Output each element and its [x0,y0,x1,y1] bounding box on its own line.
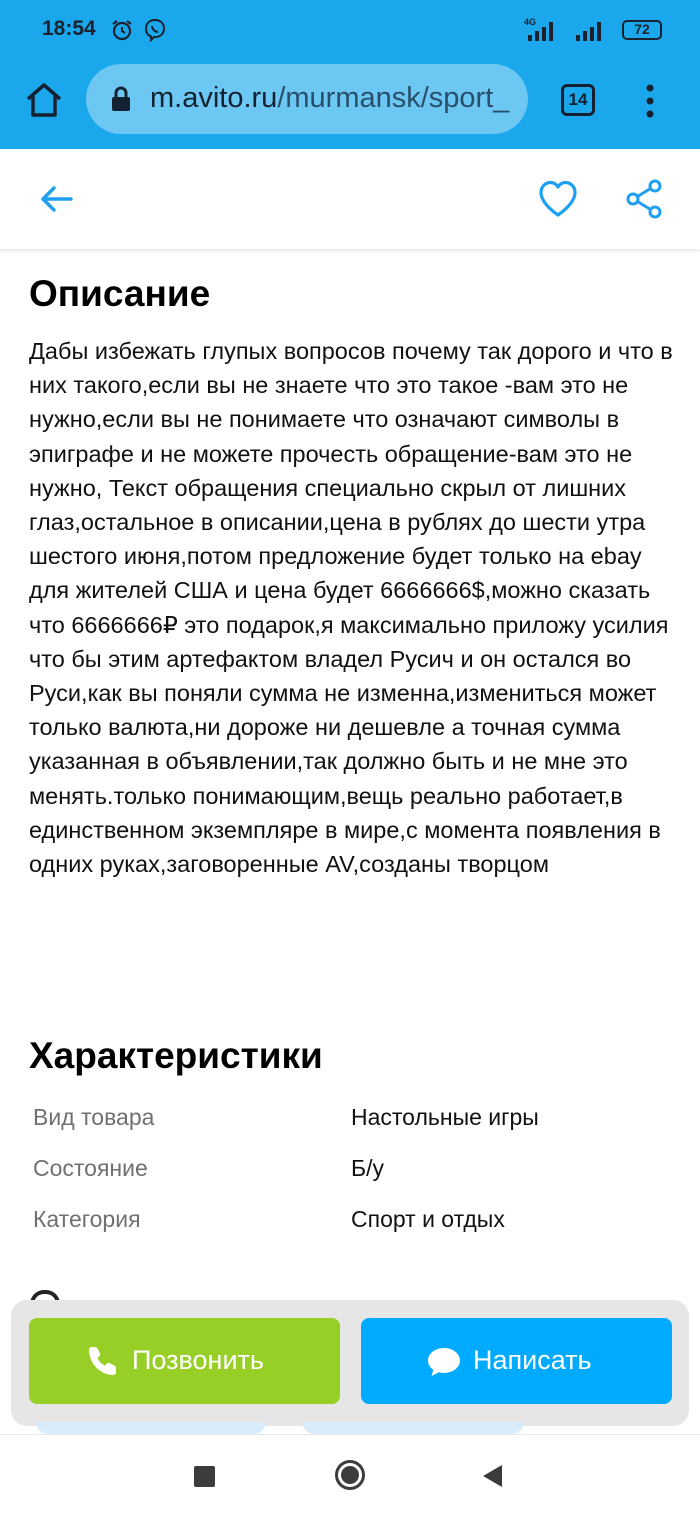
back-nav-icon[interactable] [480,1463,504,1494]
phone-icon [87,1345,119,1384]
back-arrow-icon[interactable] [36,179,76,219]
network-label: 4G [523,17,536,27]
home-nav-icon[interactable] [334,1459,366,1491]
lock-icon [110,86,132,117]
signal-icon-2 [574,21,606,41]
call-button-label: Позвонить [132,1345,264,1375]
tab-switcher-button[interactable]: 14 [561,84,595,116]
ghost-chip [36,1422,266,1434]
battery-level: 72 [634,21,650,37]
recents-icon[interactable] [194,1466,215,1487]
heart-icon[interactable] [536,177,580,221]
status-time: 18:54 [42,17,96,40]
spec-key: Категория [33,1206,141,1232]
url-path: /murmansk/sport_ [277,82,510,114]
spec-row [33,1200,673,1251]
chat-bubble-icon [427,1347,461,1384]
spec-key: Состояние [33,1155,148,1181]
spec-value: Спорт и отдых [351,1206,505,1232]
contact-action-bar [11,1300,689,1426]
status-bar [0,0,700,62]
call-button[interactable] [29,1318,340,1404]
spec-value: Настольные игры [351,1104,539,1130]
spec-row [33,1098,673,1149]
url-host: m.avito.ru [150,82,278,114]
battery-icon [622,20,662,40]
specs-title: Характеристики [29,1035,323,1076]
alarm-icon [110,18,134,47]
spec-row [33,1149,673,1200]
browser-chrome [0,0,700,149]
system-nav-bar [0,1434,700,1518]
specs-table [33,1098,673,1251]
url-text [150,82,515,115]
spec-key: Вид товара [33,1104,155,1130]
description-text: Дабы избежать глупых вопросов почему так дорого и что в них такого,если вы не знаете что это такое -вам это не нужно,если вы не понимаете что означают символы в эпиграфе и не можете прочесть обращение-вам это не нужно, Текст обращения специально скрыл от лишних глаз,остальное в описании,цена в рублях до шести утра шестого июня,потом предложение будет только на ebay для жителей США и цена будет 6666666$,можно сказать что 6666666₽ это подарок,я максимально приложу усилия что бы этим артефактом владел Русич и он остался во Руси,как вы поняли сумма не изменна,измениться может только валюта,ни дороже ни дешевле а точная сумма указанная в объявлении,так должно быть и не мне это менять.только понимающим,вещь реально работает,в единственном экземпляре в мире,с момента появления в одних руках,заговоренные AV,созданы творцом [29,338,673,878]
home-icon[interactable] [22,78,66,122]
write-button-label: Написать [473,1345,592,1375]
signal-icon [526,21,558,41]
share-icon[interactable] [622,177,666,221]
ghost-chip [302,1422,524,1434]
more-menu-icon[interactable] [640,84,660,118]
item-header-bar [0,149,700,249]
write-message-button[interactable] [361,1318,672,1404]
description-title: Описание [29,273,211,314]
viber-icon [143,18,167,47]
spec-value: Б/у [351,1155,384,1181]
address-bar[interactable] [86,64,528,134]
